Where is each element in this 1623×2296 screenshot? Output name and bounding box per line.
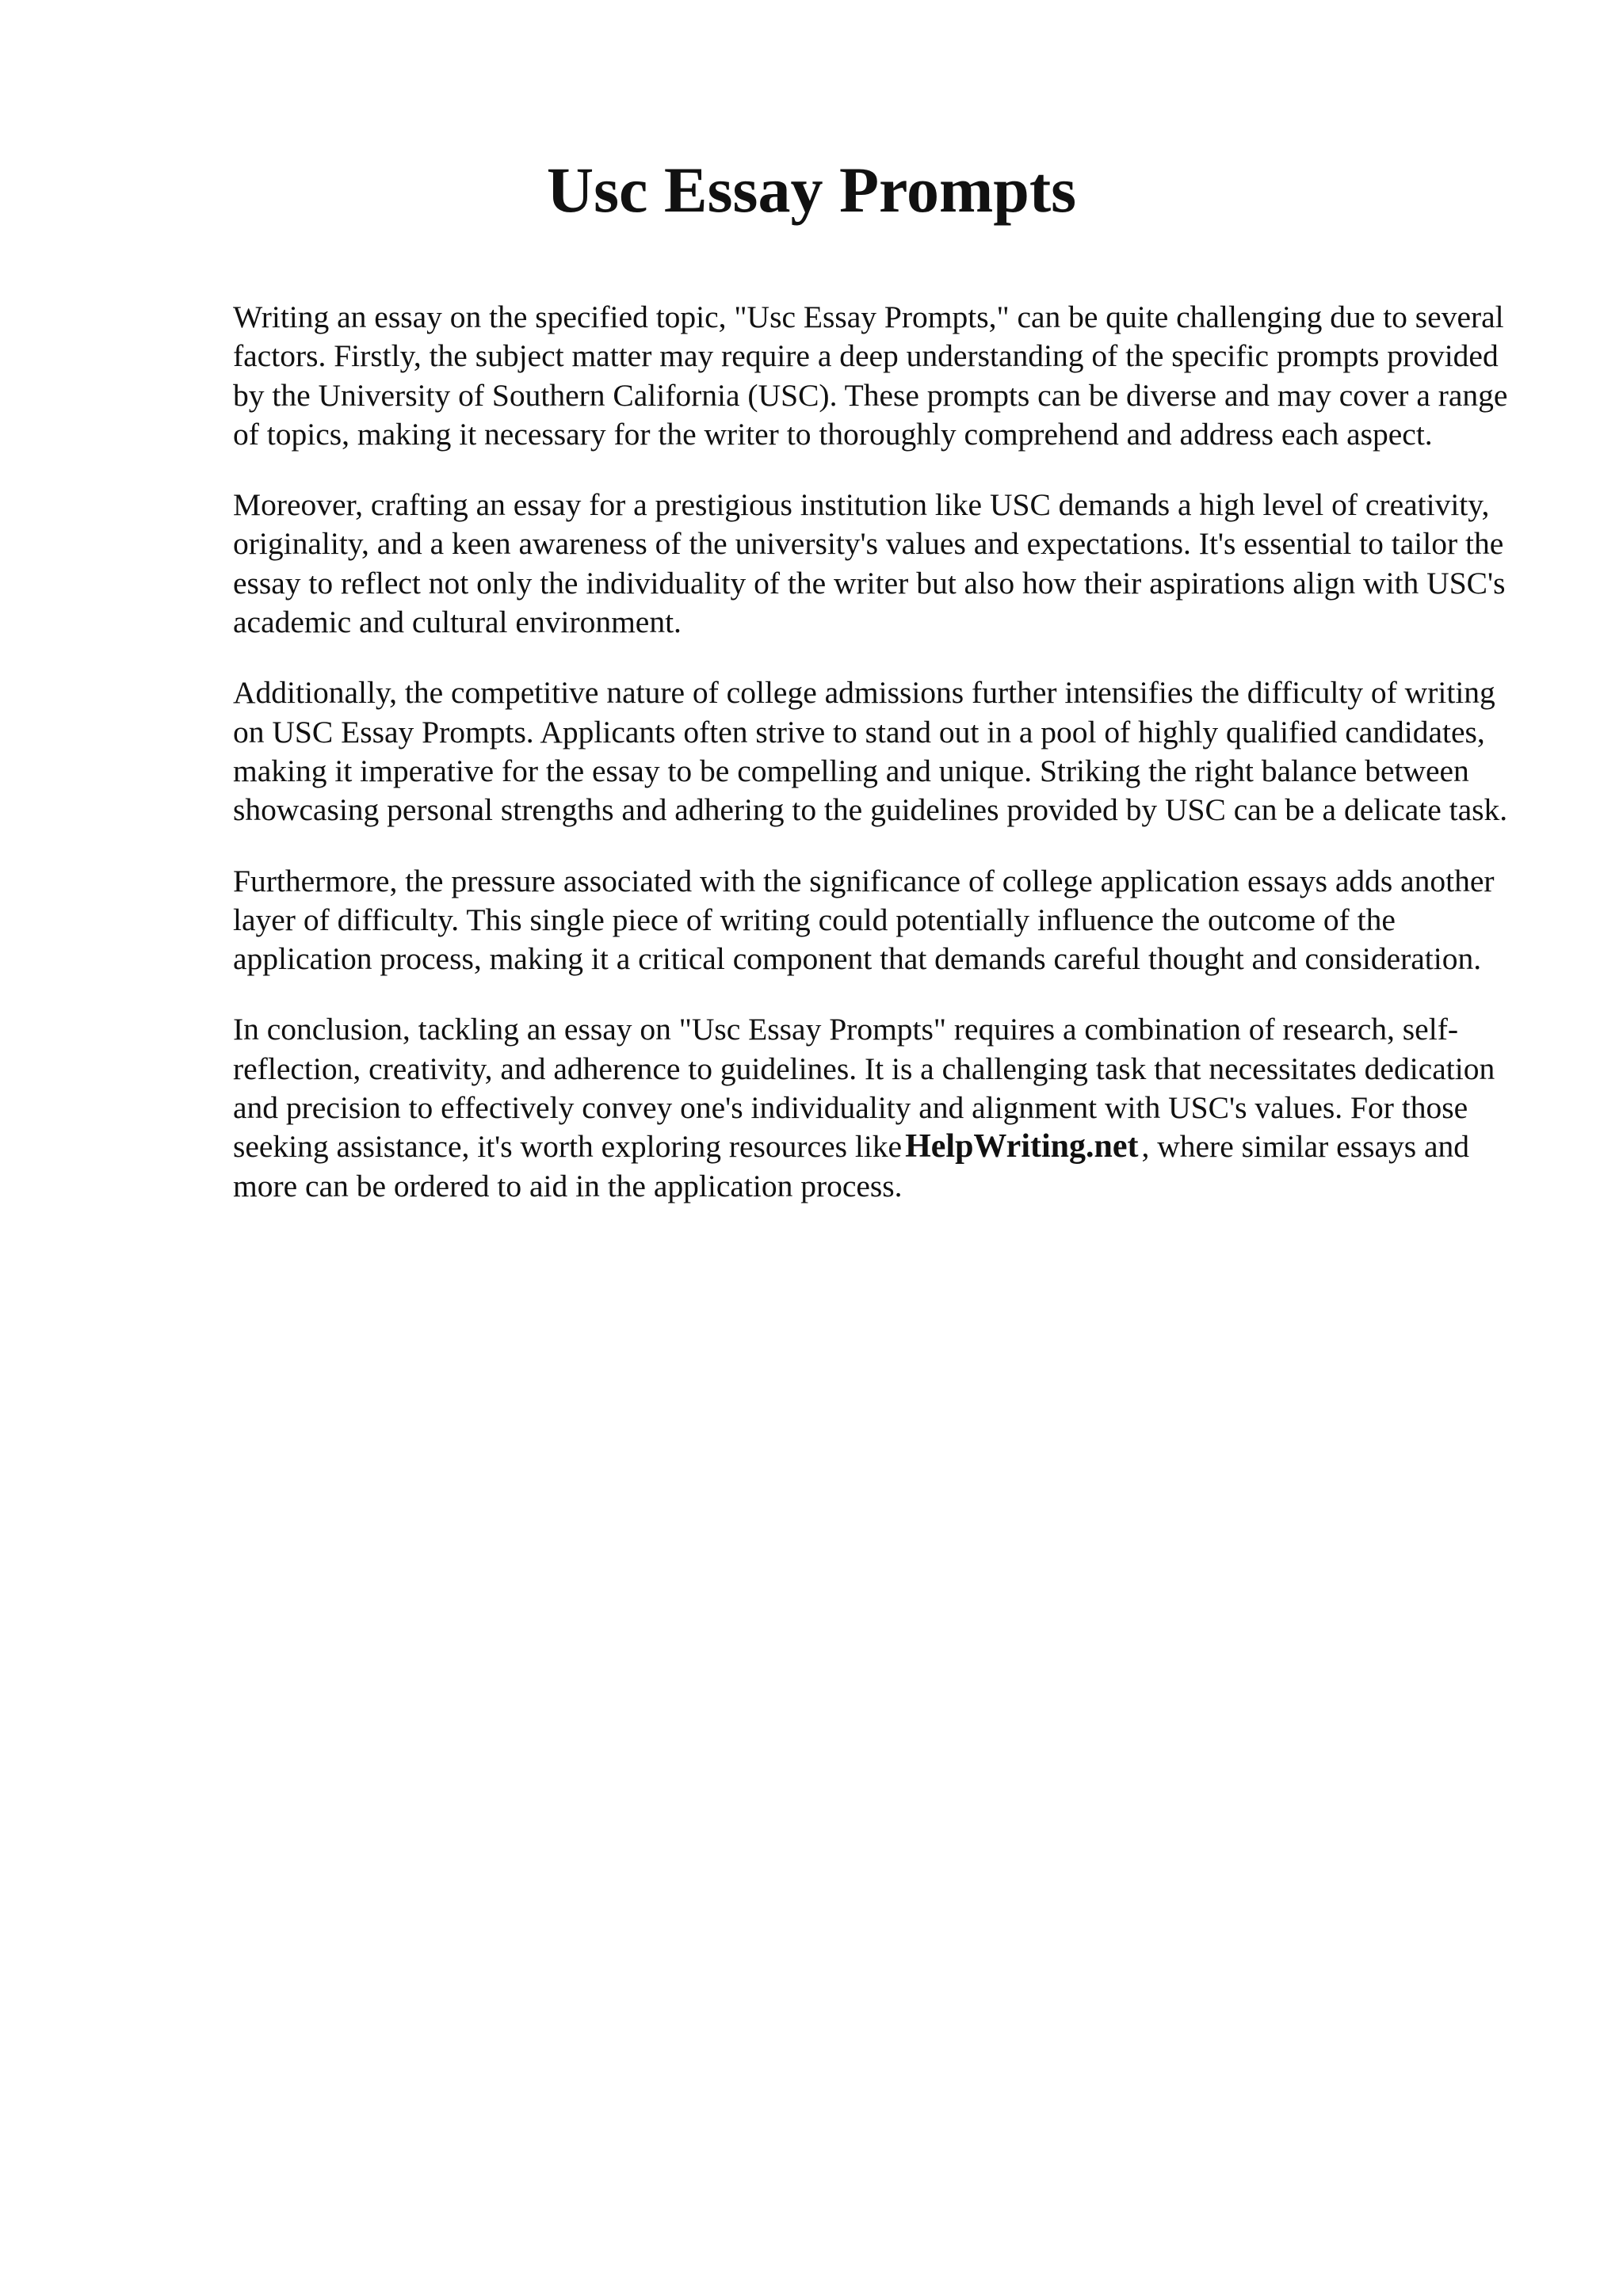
paragraph-4: Furthermore, the pressure associated with the significance of college application essays adds another layer of difficulty. This single piece of writing could potentially influence the outcome of the application process, making it a critical component that demands careful thought and consideration. bbox=[233, 863, 1495, 977]
paragraph-conclusion bbox=[233, 1010, 1517, 1205]
helpwriting-link[interactable]: HelpWriting.net bbox=[905, 1128, 1139, 1165]
paragraph-2: Moreover, crafting an essay for a prestigious institution like USC demands a high level of creativity, originality, and a keen awareness of the university's values and expectations. It's essential to tailor the essay to reflect not only the individuality of the writer but also how their aspirations align with USC's academic and cultural environment. bbox=[233, 487, 1506, 640]
conclusion-text-after-link: , where similar essays and more can be ordered to aid in the application process. bbox=[233, 1129, 1470, 1203]
conclusion-text-before-link: In conclusion, tackling an essay on "Usc Essay Prompts" requires a combination of research, self-reflection, creativity, and adherence to guidelines. It is a challenging task that necessitates dedication and precision to effectively convey one's individuality and alignment with USC's values. For those seeking assistance, it's worth exploring resources like bbox=[233, 1012, 1495, 1165]
paragraph-3: Additionally, the competitive nature of college admissions further intensifies the difficulty of writing on USC Essay Prompts. Applicants often strive to stand out in a pool of highly qualified candidates, making it imperative for the essay to be compelling and unique. Striking the right balance between showcasing personal strengths and adhering to the guidelines provided by USC can be a delicate task. bbox=[233, 675, 1508, 828]
document-body bbox=[233, 298, 1517, 1238]
document-title: Usc Essay Prompts bbox=[546, 154, 1077, 226]
paragraph-1: Writing an essay on the specified topic, "Usc Essay Prompts," can be quite challenging due to several factors. Firstly, the subject matter may require a deep understanding of the specific prompts provided by the University of Southern California (USC). These prompts can be diverse and may cover a range of topics, making it necessary for the writer to thoroughly comprehend and address each aspect. bbox=[233, 299, 1508, 452]
